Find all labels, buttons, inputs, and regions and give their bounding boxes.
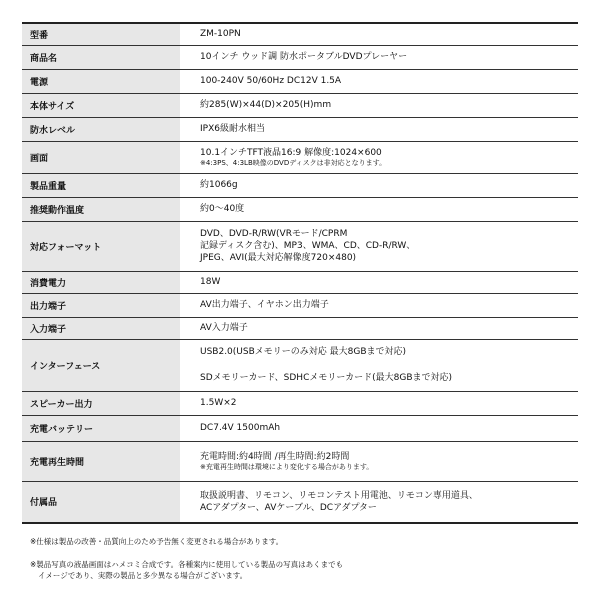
footnotes: [30, 536, 580, 581]
row-value: 10.1インチTFT液晶16:9 解像度:1024×600 ※4:3PS、4:3LB映像のDVDディスクは非対応となります。: [180, 141, 578, 173]
row-note: ※4:3PS、4:3LB映像のDVDディスクは非対応となります。: [200, 158, 387, 167]
spec-row-output: [22, 293, 578, 317]
footnote: イメージであり、実際の製品と多少異なる場合がございます。: [38, 571, 248, 580]
spec-row-interface: [22, 339, 578, 391]
spec-row-accessories: [22, 481, 578, 523]
row-value: USB2.0(USBメモリーのみ対応 最大8GBまで対応) SDメモリーカード、SDHCメモリーカード(最大8GBまで対応): [180, 339, 578, 391]
spec-row-temperature: [22, 197, 578, 221]
row-value: 約0〜40度: [180, 197, 578, 221]
spec-row-power: [22, 69, 578, 93]
spec-row-weight: [22, 173, 578, 197]
footnote: ※製品写真の液晶画面はハメコミ合成です。各種案内に使用している製品の写真はあくまでも: [30, 560, 344, 569]
row-label: 推奨動作温度: [22, 197, 180, 221]
row-value: ZM-10PN: [180, 23, 578, 45]
row-value: DVD、DVD-R/RW(VRモード/CPRM 記録ディスク含む)、MP3、WMA、CD、CD-R/RW、 JPEG、AVI(最大対応解像度720×480): [180, 221, 578, 271]
spec-row-input: [22, 317, 578, 339]
row-label: 充電バッテリー: [22, 415, 180, 441]
row-value: DC7.4V 1500mAh: [180, 415, 578, 441]
row-label: 電源: [22, 69, 180, 93]
row-value: 100-240V 50/60Hz DC12V 1.5A: [180, 69, 578, 93]
row-label: 型番: [22, 23, 180, 45]
row-label: 本体サイズ: [22, 93, 180, 117]
spec-row-power-consumption: [22, 271, 578, 293]
spec-row-charge-play-time: [22, 441, 578, 481]
row-label: インターフェース: [22, 339, 180, 391]
row-label: 対応フォーマット: [22, 221, 180, 271]
row-value: 約285(W)×44(D)×205(H)mm: [180, 93, 578, 117]
row-label: 製品重量: [22, 173, 180, 197]
spec-row-screen: [22, 141, 578, 173]
row-label: 入力端子: [22, 317, 180, 339]
spec-table: [22, 22, 578, 524]
footnote: ※仕様は製品の改善・品質向上のため予告無く変更される場合があります。: [30, 537, 284, 546]
row-value: 1.5W×2: [180, 391, 578, 415]
row-value: 取扱説明書、リモコン、リモコンテスト用電池、リモコン専用道具、 ACアダプター、AVケーブル、DCアダプター: [180, 481, 578, 523]
spec-row-size: [22, 93, 578, 117]
row-value: 10インチ ウッド調 防水ポータブルDVDプレーヤー: [180, 45, 578, 69]
row-label: 商品名: [22, 45, 180, 69]
spec-row-formats: [22, 221, 578, 271]
row-note: ※充電再生時間は環境により変化する場合があります。: [200, 462, 374, 471]
row-label: スピーカー出力: [22, 391, 180, 415]
spec-row-speaker: [22, 391, 578, 415]
spec-row-battery: [22, 415, 578, 441]
row-value: 充電時間:約4時間 /再生時間:約2時間 ※充電再生時間は環境により変化する場合があります。: [180, 441, 578, 481]
row-label: 出力端子: [22, 293, 180, 317]
row-value: AV出力端子、イヤホン出力端子: [180, 293, 578, 317]
row-label: 付属品: [22, 481, 180, 523]
spec-row-model: [22, 23, 578, 45]
spec-row-waterproof: [22, 117, 578, 141]
row-value: 約1066g: [180, 173, 578, 197]
spec-row-product-name: [22, 45, 578, 69]
row-value: 18W: [180, 271, 578, 293]
row-value: AV入力端子: [180, 317, 578, 339]
row-label: 画面: [22, 141, 180, 173]
row-value: IPX6級耐水相当: [180, 117, 578, 141]
row-label: 充電再生時間: [22, 441, 180, 481]
row-label: 消費電力: [22, 271, 180, 293]
row-label: 防水レベル: [22, 117, 180, 141]
